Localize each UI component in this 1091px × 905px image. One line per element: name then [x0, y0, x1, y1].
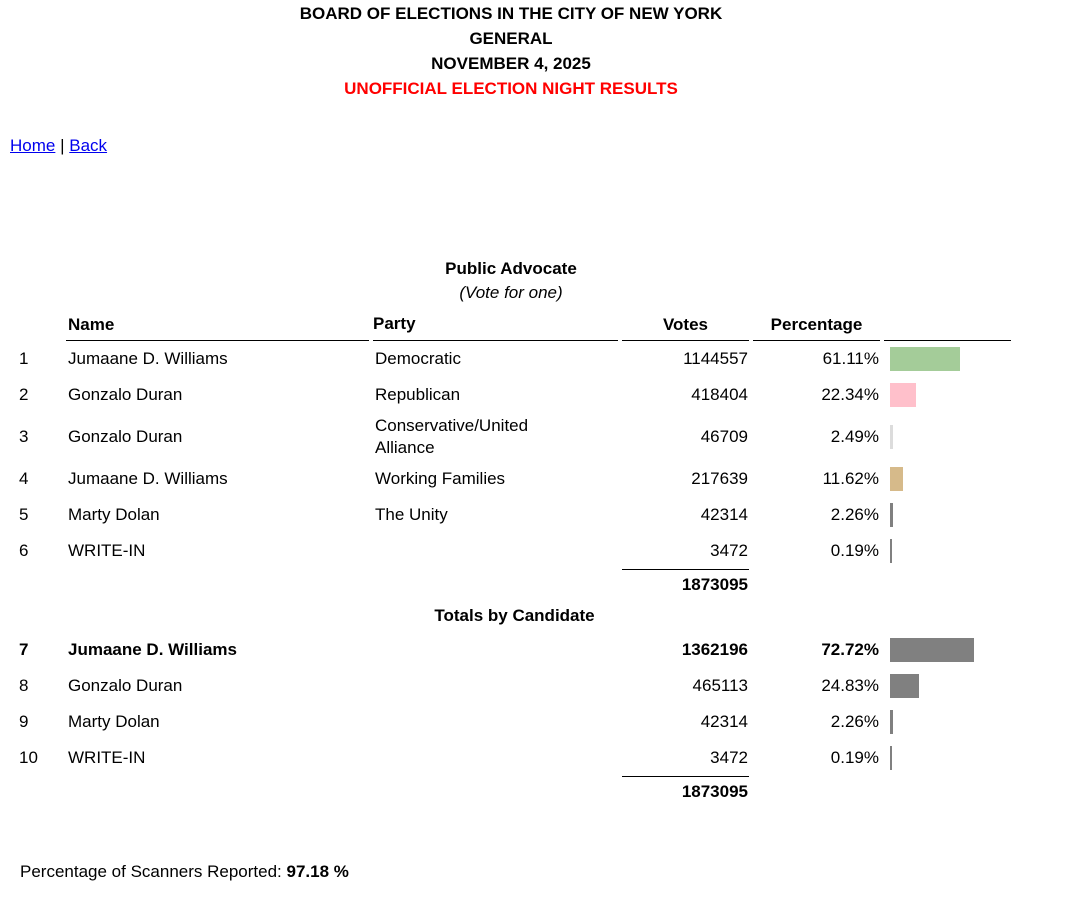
row-number: 8	[19, 676, 29, 695]
table-row	[18, 740, 1011, 776]
votes-column-header: Votes	[622, 309, 749, 341]
masthead	[0, 0, 1022, 101]
vote-percentage: 61.11%	[822, 349, 879, 368]
table-row	[18, 413, 1011, 461]
percentage-bar	[890, 467, 903, 491]
percentage-bar	[890, 425, 893, 449]
scanners-reported-label: Percentage of Scanners Reported:	[20, 862, 282, 881]
table-row	[18, 461, 1011, 497]
candidate-name: Jumaane D. Williams	[68, 640, 237, 659]
vote-count: 1362196	[681, 640, 748, 659]
candidate-name: WRITE-IN	[68, 541, 146, 560]
unofficial-results-banner: UNOFFICIAL ELECTION NIGHT RESULTS	[344, 79, 678, 98]
vote-count: 465113	[692, 676, 748, 695]
home-link[interactable]: Home	[10, 136, 56, 155]
percentage-bar	[890, 503, 893, 527]
row-number: 6	[19, 541, 29, 560]
candidate-total-row	[18, 776, 1011, 807]
vote-percentage: 2.49%	[830, 427, 879, 446]
scanners-reported	[20, 859, 1022, 885]
percentage-bar	[890, 746, 892, 770]
vote-percentage: 0.19%	[830, 541, 879, 560]
scanners-reported-value: 97.18 %	[286, 862, 349, 881]
totals-section-heading-row	[18, 600, 1011, 632]
vote-count: 42314	[700, 505, 748, 524]
party-column-header: Party	[373, 309, 618, 341]
election-date: NOVEMBER 4, 2025	[431, 54, 591, 73]
table-row	[18, 341, 1011, 377]
contest-header	[0, 257, 1022, 305]
row-number: 4	[19, 469, 29, 488]
candidate-name: Jumaane D. Williams	[68, 469, 228, 488]
party-name: Working Families	[375, 469, 506, 488]
vote-count: 3472	[710, 748, 748, 767]
results-table	[14, 309, 1015, 807]
bar-column-header	[884, 309, 1011, 341]
candidate-name: Marty Dolan	[68, 712, 160, 731]
vote-count: 42314	[700, 712, 748, 731]
row-number: 1	[19, 349, 29, 368]
vote-percentage: 2.26%	[830, 712, 879, 731]
row-number: 3	[19, 427, 29, 446]
table-header-row	[18, 309, 1011, 341]
percentage-column-header: Percentage	[753, 309, 880, 341]
vote-percentage: 72.72%	[821, 640, 879, 659]
candidate-name: Gonzalo Duran	[68, 385, 183, 404]
party-name	[373, 533, 618, 569]
percentage-bar	[890, 347, 960, 371]
vote-count: 1144557	[683, 349, 748, 368]
percentage-bar	[890, 674, 919, 698]
percentage-bar	[890, 383, 916, 407]
contest-title: Public Advocate	[445, 259, 577, 278]
vote-percentage: 2.26%	[830, 505, 879, 524]
ballot-total-row	[18, 569, 1011, 600]
board-title: BOARD OF ELECTIONS IN THE CITY OF NEW YORK	[299, 4, 723, 23]
vote-percentage: 0.19%	[830, 748, 879, 767]
percentage-bar	[890, 638, 974, 662]
candidate-total-votes: 1873095	[622, 776, 749, 807]
percentage-bar	[890, 710, 893, 734]
number-column-header	[18, 309, 62, 341]
vote-count: 217639	[691, 469, 748, 488]
candidate-name: Marty Dolan	[68, 505, 160, 524]
totals-section-heading: Totals by Candidate	[434, 606, 595, 625]
vote-count: 46709	[700, 427, 748, 446]
row-number: 10	[19, 748, 38, 767]
nav-separator: |	[60, 136, 65, 155]
candidate-name: Jumaane D. Williams	[68, 349, 228, 368]
table-row	[18, 704, 1011, 740]
table-row	[18, 668, 1011, 704]
vote-count: 418404	[691, 385, 748, 404]
table-row	[18, 497, 1011, 533]
candidate-name: Gonzalo Duran	[68, 676, 183, 695]
vote-percentage: 24.83%	[821, 676, 879, 695]
row-number: 7	[19, 640, 29, 659]
name-column-header: Name	[66, 309, 369, 341]
table-row	[18, 632, 1011, 668]
election-type: GENERAL	[469, 29, 553, 48]
row-number: 5	[19, 505, 29, 524]
ballot-total-votes: 1873095	[622, 569, 749, 600]
party-name: Republican	[375, 385, 461, 404]
candidate-name: Gonzalo Duran	[68, 427, 183, 446]
vote-count: 3472	[710, 541, 748, 560]
party-name: Democratic	[375, 349, 461, 368]
contest-subtitle: (Vote for one)	[459, 283, 563, 302]
table-row	[18, 377, 1011, 413]
candidate-name: WRITE-IN	[68, 748, 146, 767]
breadcrumb-nav	[10, 134, 1022, 158]
row-number: 9	[19, 712, 29, 731]
party-name: The Unity	[375, 505, 448, 524]
table-row	[18, 533, 1011, 569]
vote-percentage: 22.34%	[821, 385, 879, 404]
party-name: Conservative/United Alliance	[375, 416, 529, 457]
back-link[interactable]: Back	[69, 136, 108, 155]
row-number: 2	[19, 385, 29, 404]
percentage-bar	[890, 539, 892, 563]
vote-percentage: 11.62%	[822, 469, 879, 488]
